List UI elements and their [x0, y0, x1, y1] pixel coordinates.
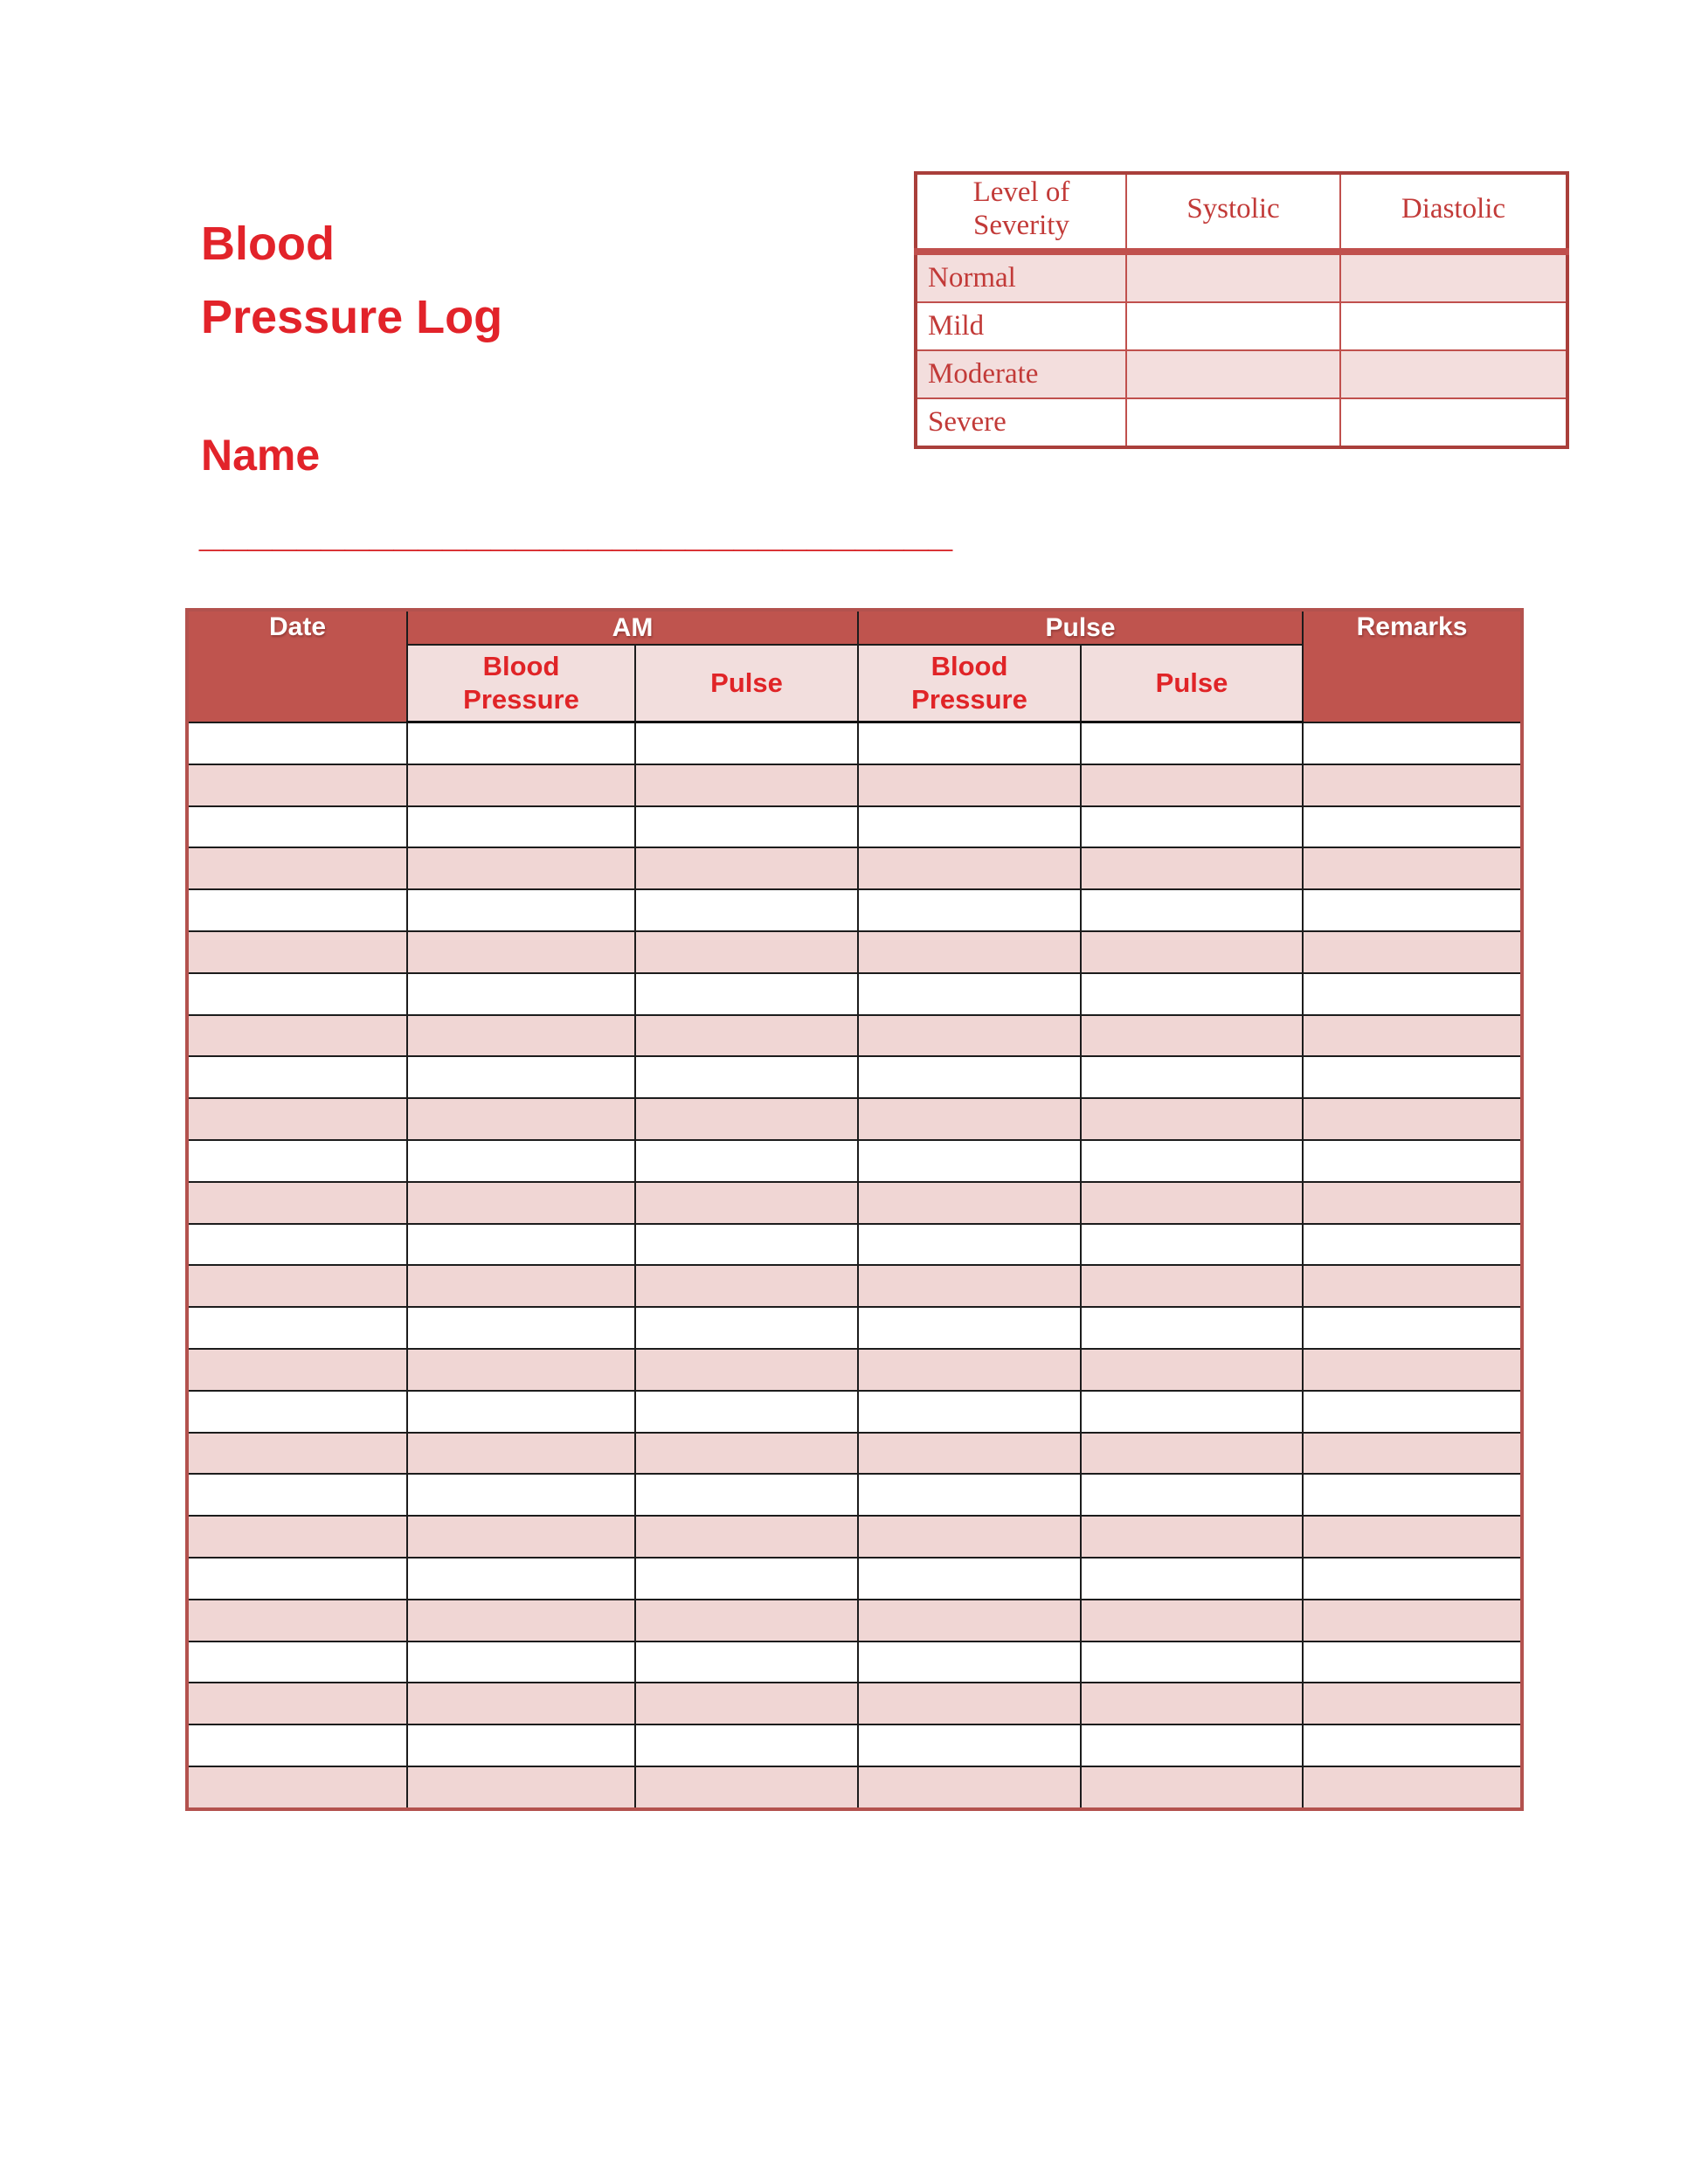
- am-blood-pressure-cell: [407, 931, 635, 973]
- pm-pulse-cell: [1081, 806, 1303, 848]
- am-blood-pressure-cell: [407, 806, 635, 848]
- severity-diastolic-cell: [1340, 302, 1567, 350]
- log-header-pm-group: Pulse: [858, 610, 1303, 645]
- pm-blood-pressure-cell: [858, 1600, 1081, 1641]
- date-cell: [187, 1224, 407, 1266]
- pm-blood-pressure-cell: [858, 1516, 1081, 1558]
- date-cell: [187, 847, 407, 889]
- log-table-row: [187, 722, 1522, 764]
- remarks-cell: [1303, 1724, 1522, 1766]
- pm-blood-pressure-cell: [858, 1098, 1081, 1140]
- log-table-row: [187, 1140, 1522, 1182]
- pm-blood-pressure-cell: [858, 1433, 1081, 1475]
- pm-pulse-cell: [1081, 1558, 1303, 1600]
- date-cell: [187, 1056, 407, 1098]
- am-blood-pressure-cell: [407, 1641, 635, 1683]
- am-pulse-cell: [635, 1391, 858, 1433]
- log-header-date: Date: [187, 610, 407, 722]
- document-title-line2: Pressure Log: [201, 290, 503, 343]
- am-pulse-cell: [635, 1433, 858, 1475]
- severity-header-row: [916, 173, 1567, 252]
- remarks-cell: [1303, 1056, 1522, 1098]
- date-cell: [187, 1474, 407, 1516]
- date-cell: [187, 1182, 407, 1224]
- am-pulse-cell: [635, 1182, 858, 1224]
- date-cell: [187, 931, 407, 973]
- severity-row-severe: [916, 398, 1567, 447]
- am-pulse-cell: [635, 1516, 858, 1558]
- am-pulse-cell: [635, 931, 858, 973]
- severity-systolic-cell: [1126, 302, 1340, 350]
- log-table-row: [187, 1098, 1522, 1140]
- log-table-row: [187, 1182, 1522, 1224]
- am-pulse-cell: [635, 1307, 858, 1349]
- pm-pulse-cell: [1081, 1182, 1303, 1224]
- severity-diastolic-cell: [1340, 398, 1567, 447]
- pm-blood-pressure-cell: [858, 889, 1081, 931]
- date-cell: [187, 889, 407, 931]
- severity-row-mild: [916, 302, 1567, 350]
- pm-pulse-cell: [1081, 1140, 1303, 1182]
- log-table-row: [187, 1474, 1522, 1516]
- am-blood-pressure-cell: [407, 1600, 635, 1641]
- severity-systolic-cell: [1126, 252, 1340, 302]
- severity-diastolic-cell: [1340, 350, 1567, 398]
- am-blood-pressure-cell: [407, 1140, 635, 1182]
- am-pulse-cell: [635, 1349, 858, 1391]
- log-table-row: [187, 764, 1522, 806]
- log-table-row: [187, 889, 1522, 931]
- pm-pulse-cell: [1081, 1224, 1303, 1266]
- am-pulse-cell: [635, 973, 858, 1015]
- date-cell: [187, 1140, 407, 1182]
- document-title-line1: Blood: [201, 218, 335, 270]
- severity-header-level: Level of Severity: [916, 173, 1126, 252]
- remarks-cell: [1303, 764, 1522, 806]
- am-blood-pressure-cell: [407, 1724, 635, 1766]
- remarks-cell: [1303, 889, 1522, 931]
- am-pulse-cell: [635, 1224, 858, 1266]
- am-blood-pressure-cell: [407, 1433, 635, 1475]
- log-subheader-am-pulse: Pulse: [635, 645, 858, 722]
- remarks-cell: [1303, 806, 1522, 848]
- am-pulse-cell: [635, 1558, 858, 1600]
- pm-pulse-cell: [1081, 1056, 1303, 1098]
- date-cell: [187, 1724, 407, 1766]
- date-cell: [187, 1558, 407, 1600]
- am-blood-pressure-cell: [407, 1182, 635, 1224]
- log-header-remarks: Remarks: [1303, 610, 1522, 722]
- log-subheader-pm-pulse: Pulse: [1081, 645, 1303, 722]
- log-table-row: [187, 1724, 1522, 1766]
- am-blood-pressure-cell: [407, 1349, 635, 1391]
- remarks-cell: [1303, 931, 1522, 973]
- severity-level-cell: Mild: [916, 302, 1126, 350]
- log-header-am-group: AM: [407, 610, 858, 645]
- remarks-cell: [1303, 1224, 1522, 1266]
- log-table-row: [187, 1015, 1522, 1057]
- log-table-row: [187, 973, 1522, 1015]
- log-table-row: [187, 1641, 1522, 1683]
- am-pulse-cell: [635, 806, 858, 848]
- pm-blood-pressure-cell: [858, 806, 1081, 848]
- remarks-cell: [1303, 847, 1522, 889]
- am-blood-pressure-cell: [407, 1265, 635, 1307]
- log-subheader-am-blood-pressure: Blood Pressure: [407, 645, 635, 722]
- date-cell: [187, 1766, 407, 1809]
- remarks-cell: [1303, 1307, 1522, 1349]
- am-blood-pressure-cell: [407, 1516, 635, 1558]
- log-table-row: [187, 1391, 1522, 1433]
- date-cell: [187, 1391, 407, 1433]
- pm-pulse-cell: [1081, 1766, 1303, 1809]
- pm-pulse-cell: [1081, 1683, 1303, 1724]
- remarks-cell: [1303, 1683, 1522, 1724]
- date-cell: [187, 1600, 407, 1641]
- log-table-row: [187, 1766, 1522, 1809]
- pm-blood-pressure-cell: [858, 1474, 1081, 1516]
- severity-row-moderate: [916, 350, 1567, 398]
- am-blood-pressure-cell: [407, 1766, 635, 1809]
- am-blood-pressure-cell: [407, 1391, 635, 1433]
- severity-systolic-cell: [1126, 398, 1340, 447]
- am-pulse-cell: [635, 847, 858, 889]
- severity-diastolic-cell: [1340, 252, 1567, 302]
- pm-pulse-cell: [1081, 973, 1303, 1015]
- severity-table: [914, 171, 1569, 449]
- am-blood-pressure-cell: [407, 1056, 635, 1098]
- log-table-row: [187, 1683, 1522, 1724]
- remarks-cell: [1303, 973, 1522, 1015]
- am-blood-pressure-cell: [407, 1098, 635, 1140]
- date-cell: [187, 1433, 407, 1475]
- document-title: [201, 208, 502, 354]
- date-cell: [187, 1265, 407, 1307]
- am-pulse-cell: [635, 1766, 858, 1809]
- log-table-row: [187, 1516, 1522, 1558]
- pm-blood-pressure-cell: [858, 764, 1081, 806]
- pm-blood-pressure-cell: [858, 1641, 1081, 1683]
- remarks-cell: [1303, 1140, 1522, 1182]
- remarks-cell: [1303, 1600, 1522, 1641]
- am-pulse-cell: [635, 1140, 858, 1182]
- log-table-row: [187, 1056, 1522, 1098]
- pm-blood-pressure-cell: [858, 722, 1081, 764]
- pm-blood-pressure-cell: [858, 1265, 1081, 1307]
- date-cell: [187, 764, 407, 806]
- am-pulse-cell: [635, 1724, 858, 1766]
- pm-pulse-cell: [1081, 1265, 1303, 1307]
- am-blood-pressure-cell: [407, 1558, 635, 1600]
- pm-blood-pressure-cell: [858, 1683, 1081, 1724]
- pm-pulse-cell: [1081, 1516, 1303, 1558]
- pm-pulse-cell: [1081, 1391, 1303, 1433]
- am-pulse-cell: [635, 1265, 858, 1307]
- remarks-cell: [1303, 1766, 1522, 1809]
- log-table-row: [187, 847, 1522, 889]
- am-pulse-cell: [635, 722, 858, 764]
- severity-level-cell: Severe: [916, 398, 1126, 447]
- severity-level-cell: Normal: [916, 252, 1126, 302]
- pm-pulse-cell: [1081, 1724, 1303, 1766]
- am-pulse-cell: [635, 1641, 858, 1683]
- am-pulse-cell: [635, 1015, 858, 1057]
- remarks-cell: [1303, 1391, 1522, 1433]
- remarks-cell: [1303, 1433, 1522, 1475]
- pm-pulse-cell: [1081, 931, 1303, 973]
- pm-blood-pressure-cell: [858, 1224, 1081, 1266]
- pm-blood-pressure-cell: [858, 1724, 1081, 1766]
- am-blood-pressure-cell: [407, 1307, 635, 1349]
- remarks-cell: [1303, 1098, 1522, 1140]
- pm-pulse-cell: [1081, 764, 1303, 806]
- log-table-row: [187, 1600, 1522, 1641]
- am-pulse-cell: [635, 1056, 858, 1098]
- log-table-row: [187, 1224, 1522, 1266]
- severity-systolic-cell: [1126, 350, 1340, 398]
- remarks-cell: [1303, 1015, 1522, 1057]
- pm-pulse-cell: [1081, 1433, 1303, 1475]
- remarks-cell: [1303, 1474, 1522, 1516]
- pm-blood-pressure-cell: [858, 1140, 1081, 1182]
- log-group-header-row: [187, 610, 1522, 645]
- remarks-cell: [1303, 1641, 1522, 1683]
- pm-pulse-cell: [1081, 889, 1303, 931]
- blood-pressure-log-table: [185, 608, 1524, 1811]
- log-table-row: [187, 931, 1522, 973]
- pm-pulse-cell: [1081, 1474, 1303, 1516]
- am-pulse-cell: [635, 764, 858, 806]
- pm-blood-pressure-cell: [858, 973, 1081, 1015]
- pm-pulse-cell: [1081, 722, 1303, 764]
- am-blood-pressure-cell: [407, 847, 635, 889]
- am-blood-pressure-cell: [407, 1474, 635, 1516]
- pm-blood-pressure-cell: [858, 1056, 1081, 1098]
- log-table-body: [187, 722, 1522, 1809]
- date-cell: [187, 1015, 407, 1057]
- date-cell: [187, 1098, 407, 1140]
- remarks-cell: [1303, 1182, 1522, 1224]
- pm-pulse-cell: [1081, 1641, 1303, 1683]
- pm-blood-pressure-cell: [858, 1558, 1081, 1600]
- remarks-cell: [1303, 1265, 1522, 1307]
- pm-pulse-cell: [1081, 1600, 1303, 1641]
- am-pulse-cell: [635, 1683, 858, 1724]
- pm-blood-pressure-cell: [858, 931, 1081, 973]
- severity-header-diastolic: Diastolic: [1340, 173, 1567, 252]
- pm-blood-pressure-cell: [858, 1349, 1081, 1391]
- am-blood-pressure-cell: [407, 1015, 635, 1057]
- log-table-row: [187, 1349, 1522, 1391]
- am-blood-pressure-cell: [407, 764, 635, 806]
- severity-row-normal: [916, 252, 1567, 302]
- am-pulse-cell: [635, 1474, 858, 1516]
- pm-pulse-cell: [1081, 1307, 1303, 1349]
- date-cell: [187, 1349, 407, 1391]
- remarks-cell: [1303, 1516, 1522, 1558]
- am-blood-pressure-cell: [407, 1224, 635, 1266]
- pm-blood-pressure-cell: [858, 1307, 1081, 1349]
- pm-blood-pressure-cell: [858, 847, 1081, 889]
- date-cell: [187, 1516, 407, 1558]
- pm-pulse-cell: [1081, 847, 1303, 889]
- am-blood-pressure-cell: [407, 973, 635, 1015]
- remarks-cell: [1303, 1349, 1522, 1391]
- pm-blood-pressure-cell: [858, 1766, 1081, 1809]
- log-table-row: [187, 806, 1522, 848]
- pm-pulse-cell: [1081, 1349, 1303, 1391]
- remarks-cell: [1303, 1558, 1522, 1600]
- date-cell: [187, 806, 407, 848]
- am-blood-pressure-cell: [407, 1683, 635, 1724]
- name-underline: _______________________________: [199, 507, 953, 556]
- log-table-row: [187, 1433, 1522, 1475]
- am-pulse-cell: [635, 1098, 858, 1140]
- severity-header-systolic: Systolic: [1126, 173, 1340, 252]
- date-cell: [187, 973, 407, 1015]
- severity-level-cell: Moderate: [916, 350, 1126, 398]
- pm-blood-pressure-cell: [858, 1182, 1081, 1224]
- date-cell: [187, 1683, 407, 1724]
- log-table-row: [187, 1307, 1522, 1349]
- name-label: Name: [201, 431, 321, 480]
- am-pulse-cell: [635, 889, 858, 931]
- log-table-row: [187, 1265, 1522, 1307]
- date-cell: [187, 1641, 407, 1683]
- pm-pulse-cell: [1081, 1015, 1303, 1057]
- am-blood-pressure-cell: [407, 889, 635, 931]
- am-pulse-cell: [635, 1600, 858, 1641]
- date-cell: [187, 722, 407, 764]
- log-table-row: [187, 1558, 1522, 1600]
- pm-blood-pressure-cell: [858, 1391, 1081, 1433]
- log-subheader-pm-blood-pressure: Blood Pressure: [858, 645, 1081, 722]
- am-blood-pressure-cell: [407, 722, 635, 764]
- pm-pulse-cell: [1081, 1098, 1303, 1140]
- remarks-cell: [1303, 722, 1522, 764]
- date-cell: [187, 1307, 407, 1349]
- pm-blood-pressure-cell: [858, 1015, 1081, 1057]
